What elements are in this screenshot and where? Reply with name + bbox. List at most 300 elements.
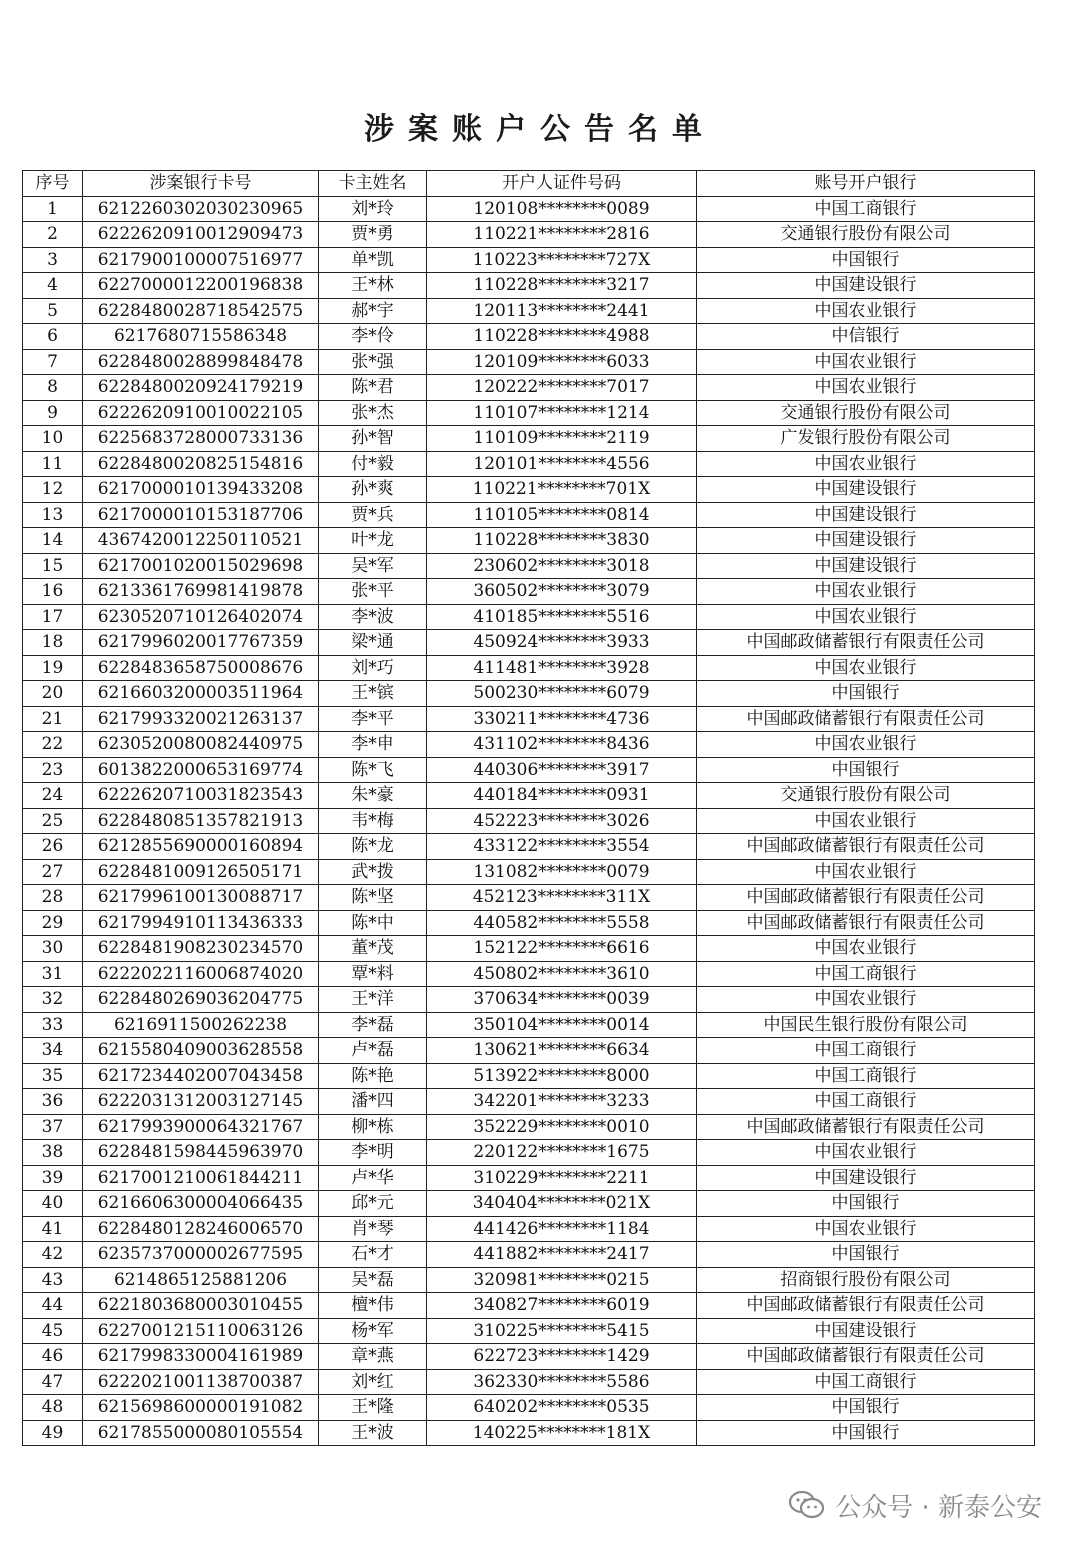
cell-no: 30 [23,936,83,962]
cell-holder-name: 王*镔 [319,681,427,707]
cell-card-number: 6222031312003127145 [83,1089,319,1115]
cell-bank: 中国邮政储蓄银行有限责任公司 [697,1114,1035,1140]
cell-bank: 招商银行股份有限公司 [697,1267,1035,1293]
cell-id-number: 220122********1675 [427,1140,697,1166]
cell-no: 20 [23,681,83,707]
cell-holder-name: 陈*艳 [319,1063,427,1089]
cell-card-number: 6228480020825154816 [83,451,319,477]
cell-id-number: 440184********0931 [427,783,697,809]
cell-card-number: 6221803680003010455 [83,1293,319,1319]
cell-card-number: 6215580409003628558 [83,1038,319,1064]
cell-holder-name: 檀*伟 [319,1293,427,1319]
table-row [23,1216,1035,1242]
cell-no: 48 [23,1395,83,1421]
cell-card-number: 6217855000080105554 [83,1420,319,1446]
cell-card-number: 6217001210061844211 [83,1165,319,1191]
table-row [23,349,1035,375]
cell-id-number: 340404********021X [427,1191,697,1217]
cell-card-number: 4367420012250110521 [83,528,319,554]
cell-holder-name: 王*波 [319,1420,427,1446]
header-id: 开户人证件号码 [427,171,697,197]
cell-bank: 中国农业银行 [697,298,1035,324]
cell-id-number: 110223********727X [427,247,697,273]
cell-holder-name: 章*燕 [319,1344,427,1370]
cell-holder-name: 孙*爽 [319,477,427,503]
cell-no: 47 [23,1369,83,1395]
cell-holder-name: 王*洋 [319,987,427,1013]
table-row [23,1165,1035,1191]
cell-bank: 中国银行 [697,1191,1035,1217]
table-row [23,630,1035,656]
table-row [23,1369,1035,1395]
cell-holder-name: 柳*栋 [319,1114,427,1140]
cell-no: 49 [23,1420,83,1446]
table-row [23,1395,1035,1421]
cell-bank: 中国农业银行 [697,936,1035,962]
cell-id-number: 441426********1184 [427,1216,697,1242]
cell-id-number: 640202********0535 [427,1395,697,1421]
cell-card-number: 6228480028899848478 [83,349,319,375]
table-row [23,298,1035,324]
cell-bank: 中国农业银行 [697,451,1035,477]
cell-bank: 中国邮政储蓄银行有限责任公司 [697,885,1035,911]
cell-bank: 中国建设银行 [697,553,1035,579]
cell-bank: 中国工商银行 [697,1369,1035,1395]
cell-holder-name: 李*波 [319,604,427,630]
cell-holder-name: 李*磊 [319,1012,427,1038]
cell-card-number: 6230520710126402074 [83,604,319,630]
cell-no: 38 [23,1140,83,1166]
cell-card-number: 6228480269036204775 [83,987,319,1013]
cell-no: 46 [23,1344,83,1370]
cell-bank: 中国农业银行 [697,604,1035,630]
cell-holder-name: 陈*中 [319,910,427,936]
cell-bank: 中国建设银行 [697,502,1035,528]
cell-holder-name: 杨*军 [319,1318,427,1344]
table-row [23,783,1035,809]
cell-holder-name: 孙*智 [319,426,427,452]
cell-id-number: 450802********3610 [427,961,697,987]
cell-no: 14 [23,528,83,554]
cell-card-number: 6230520080082440975 [83,732,319,758]
cell-holder-name: 吴*磊 [319,1267,427,1293]
cell-no: 44 [23,1293,83,1319]
cell-holder-name: 张*强 [319,349,427,375]
cell-no: 24 [23,783,83,809]
cell-id-number: 452223********3026 [427,808,697,834]
cell-no: 42 [23,1242,83,1268]
cell-holder-name: 刘*巧 [319,655,427,681]
cell-bank: 中国银行 [697,1242,1035,1268]
table-row [23,655,1035,681]
table-row [23,426,1035,452]
table-row [23,834,1035,860]
cell-card-number: 6228480128246006570 [83,1216,319,1242]
cell-card-number: 6212260302030230965 [83,196,319,222]
cell-card-number: 6217680715586348 [83,324,319,350]
cell-bank: 中国银行 [697,757,1035,783]
cell-card-number: 6217993320021263137 [83,706,319,732]
cell-bank: 中国农业银行 [697,859,1035,885]
cell-holder-name: 郝*宇 [319,298,427,324]
cell-no: 45 [23,1318,83,1344]
wechat-icon [789,1490,825,1520]
cell-bank: 中国农业银行 [697,732,1035,758]
table-row [23,1191,1035,1217]
cell-card-number: 6217996100130088717 [83,885,319,911]
cell-bank: 中国邮政储蓄银行有限责任公司 [697,630,1035,656]
table-row [23,706,1035,732]
cell-holder-name: 潘*四 [319,1089,427,1115]
table-row [23,1038,1035,1064]
cell-id-number: 452123********311X [427,885,697,911]
cell-id-number: 320981********0215 [427,1267,697,1293]
cell-holder-name: 叶*龙 [319,528,427,554]
table-row [23,528,1035,554]
table-row [23,579,1035,605]
cell-bank: 中国农业银行 [697,375,1035,401]
cell-id-number: 450924********3933 [427,630,697,656]
cell-no: 43 [23,1267,83,1293]
table-row [23,196,1035,222]
cell-holder-name: 肖*琴 [319,1216,427,1242]
cell-bank: 中国银行 [697,247,1035,273]
cell-no: 22 [23,732,83,758]
account-table [22,170,1035,1446]
cell-id-number: 110228********3217 [427,273,697,299]
table-row [23,400,1035,426]
cell-no: 41 [23,1216,83,1242]
table-row [23,1293,1035,1319]
cell-no: 31 [23,961,83,987]
table-row [23,1012,1035,1038]
table-row [23,1242,1035,1268]
cell-holder-name: 李*明 [319,1140,427,1166]
cell-card-number: 6217998330004161989 [83,1344,319,1370]
cell-id-number: 410185********5516 [427,604,697,630]
cell-id-number: 120113********2441 [427,298,697,324]
cell-card-number: 6216606300004066435 [83,1191,319,1217]
cell-id-number: 110228********4988 [427,324,697,350]
cell-card-number: 6217996020017767359 [83,630,319,656]
cell-no: 19 [23,655,83,681]
cell-card-number: 6214865125881206 [83,1267,319,1293]
cell-no: 26 [23,834,83,860]
cell-id-number: 433122********3554 [427,834,697,860]
table-row [23,477,1035,503]
cell-holder-name: 陈*君 [319,375,427,401]
cell-card-number: 6228483658750008676 [83,655,319,681]
cell-bank: 中国邮政储蓄银行有限责任公司 [697,1293,1035,1319]
cell-no: 17 [23,604,83,630]
cell-no: 11 [23,451,83,477]
cell-card-number: 6235737000002677595 [83,1242,319,1268]
cell-no: 40 [23,1191,83,1217]
cell-no: 15 [23,553,83,579]
cell-id-number: 110221********701X [427,477,697,503]
cell-no: 37 [23,1114,83,1140]
table-row [23,808,1035,834]
cell-card-number: 6222620910012909473 [83,222,319,248]
table-row [23,1318,1035,1344]
cell-bank: 中国农业银行 [697,987,1035,1013]
cell-holder-name: 吴*军 [319,553,427,579]
cell-holder-name: 李*伶 [319,324,427,350]
cell-no: 18 [23,630,83,656]
header-name: 卡主姓名 [319,171,427,197]
cell-bank: 交通银行股份有限公司 [697,400,1035,426]
cell-id-number: 120109********6033 [427,349,697,375]
cell-holder-name: 梁*通 [319,630,427,656]
cell-card-number: 6228481009126505171 [83,859,319,885]
header-bank: 账号开户银行 [697,171,1035,197]
watermark [789,1487,1042,1523]
cell-id-number: 340827********6019 [427,1293,697,1319]
cell-holder-name: 单*凯 [319,247,427,273]
cell-holder-name: 贾*兵 [319,502,427,528]
cell-card-number: 6213361769981419878 [83,579,319,605]
cell-bank: 交通银行股份有限公司 [697,783,1035,809]
cell-bank: 中国民生银行股份有限公司 [697,1012,1035,1038]
cell-id-number: 330211********4736 [427,706,697,732]
cell-bank: 中国工商银行 [697,961,1035,987]
cell-holder-name: 覃*料 [319,961,427,987]
table-row [23,885,1035,911]
cell-card-number: 6228480028718542575 [83,298,319,324]
cell-holder-name: 张*平 [319,579,427,605]
cell-card-number: 6227001215110063126 [83,1318,319,1344]
cell-id-number: 130621********6634 [427,1038,697,1064]
cell-id-number: 110221********2816 [427,222,697,248]
cell-id-number: 342201********3233 [427,1089,697,1115]
cell-bank: 中国建设银行 [697,477,1035,503]
cell-holder-name: 李*平 [319,706,427,732]
cell-no: 10 [23,426,83,452]
watermark-text: 公众号 · 新泰公安 [835,1492,1042,1523]
cell-bank: 广发银行股份有限公司 [697,426,1035,452]
cell-id-number: 310225********5415 [427,1318,697,1344]
cell-bank: 中国农业银行 [697,655,1035,681]
cell-holder-name: 朱*豪 [319,783,427,809]
table-row [23,1063,1035,1089]
cell-id-number: 441882********2417 [427,1242,697,1268]
cell-bank: 中国银行 [697,681,1035,707]
cell-id-number: 360502********3079 [427,579,697,605]
cell-id-number: 110107********1214 [427,400,697,426]
cell-bank: 中国农业银行 [697,1216,1035,1242]
cell-id-number: 440582********5558 [427,910,697,936]
cell-holder-name: 陈*龙 [319,834,427,860]
cell-holder-name: 付*毅 [319,451,427,477]
cell-card-number: 6222620910010022105 [83,400,319,426]
cell-card-number: 6215698600000191082 [83,1395,319,1421]
cell-no: 23 [23,757,83,783]
cell-no: 39 [23,1165,83,1191]
cell-no: 27 [23,859,83,885]
cell-id-number: 440306********3917 [427,757,697,783]
cell-holder-name: 韦*梅 [319,808,427,834]
table-row [23,1089,1035,1115]
cell-card-number: 6228480020924179219 [83,375,319,401]
table-row [23,936,1035,962]
cell-id-number: 362330********5586 [427,1369,697,1395]
table-row [23,732,1035,758]
cell-holder-name: 张*杰 [319,400,427,426]
table-row [23,757,1035,783]
table-row [23,324,1035,350]
cell-no: 3 [23,247,83,273]
cell-card-number: 6216603200003511964 [83,681,319,707]
cell-holder-name: 邱*元 [319,1191,427,1217]
cell-holder-name: 陈*坚 [319,885,427,911]
cell-no: 35 [23,1063,83,1089]
cell-card-number: 6217994910113436333 [83,910,319,936]
cell-holder-name: 董*茂 [319,936,427,962]
cell-bank: 中国建设银行 [697,528,1035,554]
cell-holder-name: 石*才 [319,1242,427,1268]
table-row [23,910,1035,936]
cell-id-number: 140225********181X [427,1420,697,1446]
cell-bank: 中国农业银行 [697,579,1035,605]
cell-no: 1 [23,196,83,222]
cell-no: 9 [23,400,83,426]
cell-card-number: 6217993900064321767 [83,1114,319,1140]
cell-bank: 中国银行 [697,1420,1035,1446]
cell-no: 21 [23,706,83,732]
cell-id-number: 110109********2119 [427,426,697,452]
table-row [23,987,1035,1013]
cell-no: 6 [23,324,83,350]
cell-bank: 中国银行 [697,1395,1035,1421]
cell-card-number: 6228480851357821913 [83,808,319,834]
cell-id-number: 230602********3018 [427,553,697,579]
table-row [23,273,1035,299]
cell-no: 34 [23,1038,83,1064]
cell-id-number: 622723********1429 [427,1344,697,1370]
cell-no: 12 [23,477,83,503]
table-header-row [23,171,1035,197]
cell-holder-name: 武*拨 [319,859,427,885]
cell-no: 13 [23,502,83,528]
cell-bank: 中国工商银行 [697,1089,1035,1115]
cell-card-number: 6217900100007516977 [83,247,319,273]
cell-bank: 中国农业银行 [697,808,1035,834]
cell-card-number: 6222022116006874020 [83,961,319,987]
table-row [23,859,1035,885]
cell-card-number: 6228481908230234570 [83,936,319,962]
cell-bank: 中信银行 [697,324,1035,350]
cell-bank: 中国邮政储蓄银行有限责任公司 [697,910,1035,936]
cell-id-number: 352229********0010 [427,1114,697,1140]
cell-card-number: 6217234402007043458 [83,1063,319,1089]
cell-card-number: 6217000010153187706 [83,502,319,528]
page-title: 涉案账户公告名单 [364,112,716,147]
cell-no: 2 [23,222,83,248]
table-row [23,553,1035,579]
table-row [23,222,1035,248]
cell-bank: 中国建设银行 [697,1165,1035,1191]
cell-holder-name: 刘*玲 [319,196,427,222]
cell-card-number: 6216911500262238 [83,1012,319,1038]
cell-holder-name: 卢*磊 [319,1038,427,1064]
cell-id-number: 110105********0814 [427,502,697,528]
header-no: 序号 [23,171,83,197]
cell-id-number: 152122********6616 [427,936,697,962]
cell-holder-name: 李*申 [319,732,427,758]
cell-no: 8 [23,375,83,401]
cell-bank: 中国建设银行 [697,1318,1035,1344]
cell-card-number: 6217001020015029698 [83,553,319,579]
cell-no: 7 [23,349,83,375]
cell-id-number: 500230********6079 [427,681,697,707]
cell-id-number: 370634********0039 [427,987,697,1013]
table-row [23,1267,1035,1293]
cell-bank: 中国建设银行 [697,273,1035,299]
cell-no: 25 [23,808,83,834]
table-row [23,681,1035,707]
cell-id-number: 513922********8000 [427,1063,697,1089]
cell-id-number: 120108********0089 [427,196,697,222]
table-row [23,1420,1035,1446]
cell-card-number: 6225683728000733136 [83,426,319,452]
cell-holder-name: 卢*华 [319,1165,427,1191]
cell-bank: 中国邮政储蓄银行有限责任公司 [697,834,1035,860]
cell-no: 4 [23,273,83,299]
cell-id-number: 131082********0079 [427,859,697,885]
cell-no: 33 [23,1012,83,1038]
cell-card-number: 6222620710031823543 [83,783,319,809]
cell-no: 5 [23,298,83,324]
table-row [23,375,1035,401]
cell-holder-name: 刘*红 [319,1369,427,1395]
cell-no: 32 [23,987,83,1013]
table-row [23,1344,1035,1370]
cell-holder-name: 王*林 [319,273,427,299]
cell-bank: 交通银行股份有限公司 [697,222,1035,248]
cell-id-number: 110228********3830 [427,528,697,554]
table-row [23,1140,1035,1166]
cell-card-number: 6013822000653169774 [83,757,319,783]
cell-no: 36 [23,1089,83,1115]
cell-bank: 中国农业银行 [697,1140,1035,1166]
cell-id-number: 120222********7017 [427,375,697,401]
cell-bank: 中国邮政储蓄银行有限责任公司 [697,706,1035,732]
table-row [23,502,1035,528]
cell-card-number: 6222021001138700387 [83,1369,319,1395]
cell-bank: 中国农业银行 [697,349,1035,375]
cell-id-number: 411481********3928 [427,655,697,681]
cell-holder-name: 陈*飞 [319,757,427,783]
cell-card-number: 6228481598445963970 [83,1140,319,1166]
table-row [23,1114,1035,1140]
cell-card-number: 6227000012200196838 [83,273,319,299]
cell-id-number: 120101********4556 [427,451,697,477]
table-row [23,604,1035,630]
cell-card-number: 6212855690000160894 [83,834,319,860]
cell-no: 16 [23,579,83,605]
cell-id-number: 431102********8436 [427,732,697,758]
cell-holder-name: 王*隆 [319,1395,427,1421]
cell-holder-name: 贾*勇 [319,222,427,248]
cell-no: 28 [23,885,83,911]
table-row [23,247,1035,273]
cell-bank: 中国工商银行 [697,196,1035,222]
cell-no: 29 [23,910,83,936]
cell-id-number: 350104********0014 [427,1012,697,1038]
table-row [23,451,1035,477]
cell-bank: 中国工商银行 [697,1038,1035,1064]
cell-card-number: 6217000010139433208 [83,477,319,503]
